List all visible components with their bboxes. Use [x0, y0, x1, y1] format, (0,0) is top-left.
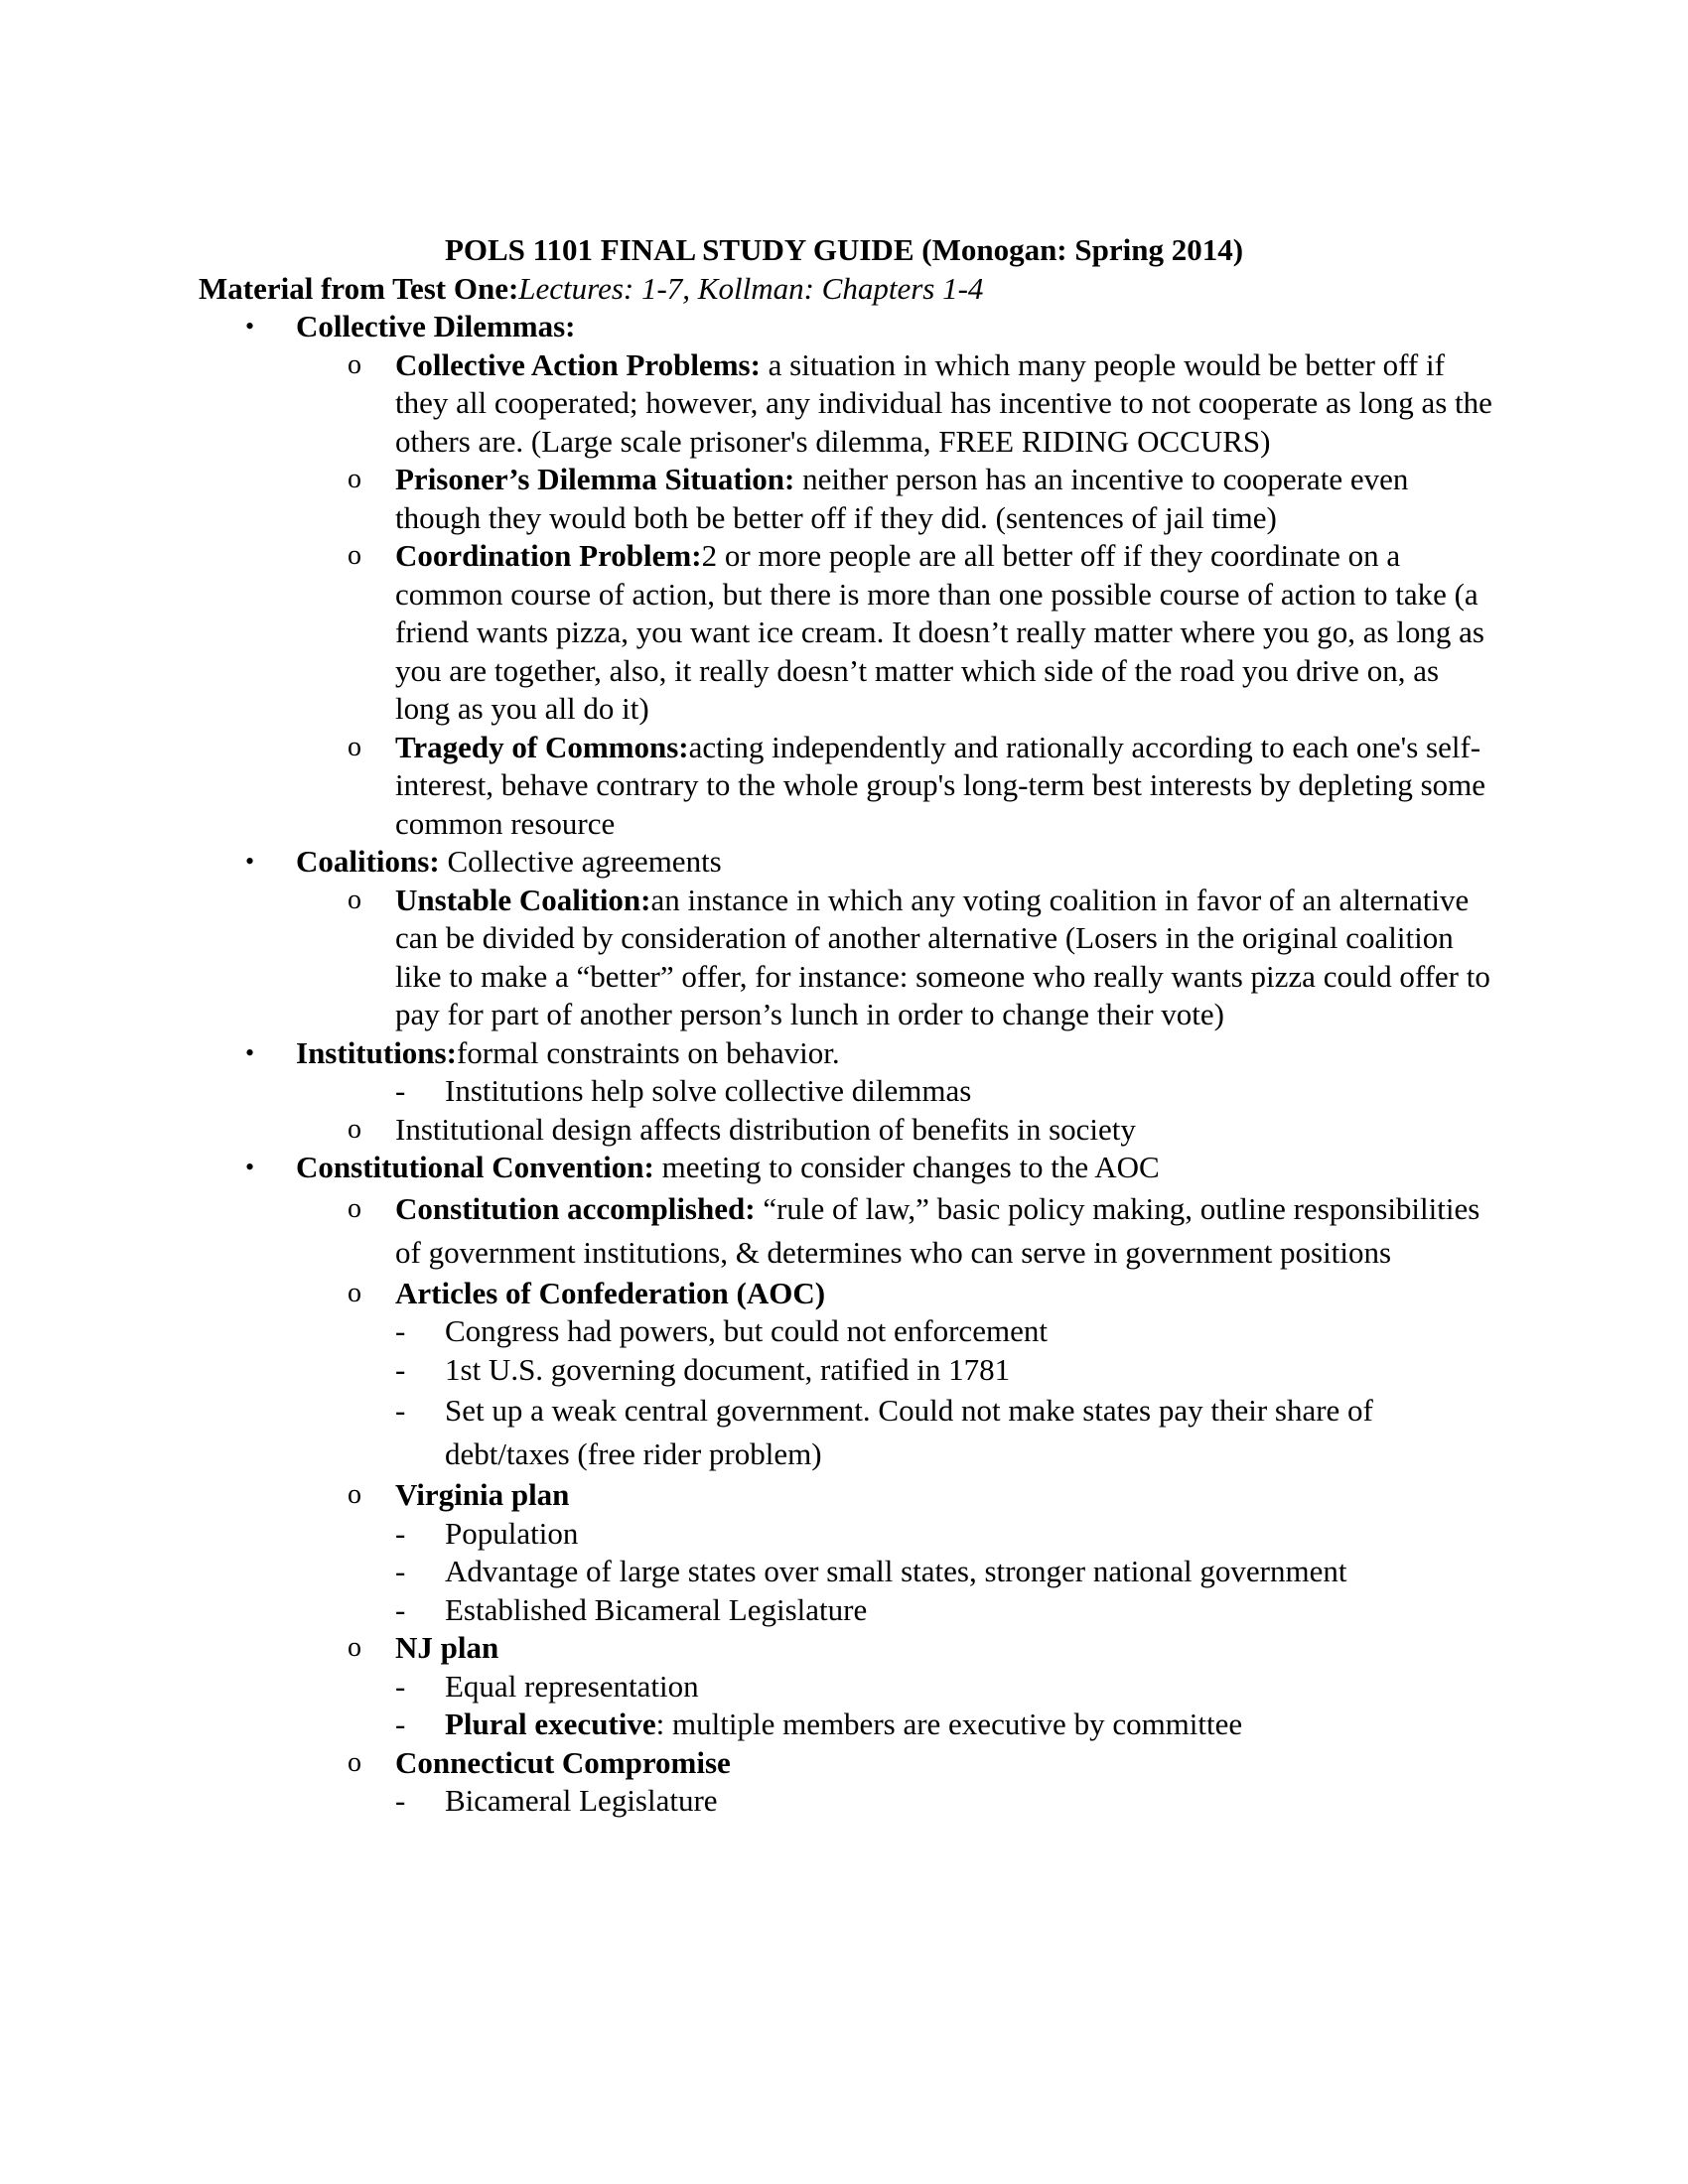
list-item — [0, 1591, 1497, 1630]
item-text: Congress had powers, but could not enforcement — [445, 1313, 1048, 1348]
outline — [0, 308, 1688, 1821]
list-item — [0, 537, 1497, 729]
item-text: “rule of law,” basic policy making, outline responsibilities of government institutions, & determines who can serve in government positions — [395, 1190, 1480, 1270]
item-term: Prisoner’s Dilemma Situation: — [395, 462, 795, 496]
item-text: a situation in which many people would be better off if they all cooperated; however, any individual has incentive to not cooperate as long as the others are. (Large scale prisoner's dilemma, FREE RIDING OCCURS) — [395, 346, 1492, 459]
item-term: Unstable Coalition: — [395, 882, 651, 917]
disc-bullet-icon: • — [245, 312, 255, 341]
item-text: : multiple members are executive by committee — [655, 1706, 1243, 1741]
circle-bullet-icon: o — [348, 348, 361, 380]
disc-bullet-icon: • — [245, 1153, 255, 1181]
list-item — [0, 1187, 1497, 1275]
list-item — [0, 1629, 1497, 1668]
item-text: meeting to consider changes to the AOC — [653, 1150, 1160, 1184]
list-item — [0, 1312, 1497, 1351]
item-term: Plural executive — [445, 1706, 656, 1741]
dash-bullet-icon: - — [395, 1668, 406, 1704]
list-item — [0, 1476, 1497, 1515]
item-text: acting independently and rationally according to each one's self-interest, behave contrary to the whole group's long-term best interests by depleting some common resource — [395, 729, 1486, 841]
item-text: Population — [445, 1515, 579, 1551]
item-text: Institutions help solve collective dilemmas — [445, 1073, 972, 1108]
item-text: Established Bicameral Legislature — [445, 1591, 868, 1627]
item-text: Set up a weak central government. Could not make states pay their share of debt/taxes (free rider problem) — [445, 1393, 1373, 1471]
item-text: Equal representation — [445, 1668, 699, 1704]
circle-bullet-icon: o — [348, 1479, 361, 1510]
list-item — [0, 461, 1497, 537]
item-term: Connecticut Compromise — [395, 1744, 731, 1780]
disc-bullet-icon: • — [245, 1037, 255, 1067]
list-item — [0, 843, 1487, 882]
list-item — [0, 1782, 1497, 1821]
list-item — [0, 1668, 1497, 1706]
item-term: Constitutional Convention: — [296, 1150, 654, 1184]
dash-bullet-icon: - — [395, 1351, 406, 1387]
dash-bullet-icon: - — [395, 1591, 406, 1627]
item-term: Virginia plan — [395, 1477, 570, 1512]
dash-bullet-icon: - — [395, 1706, 406, 1741]
item-text: 1st U.S. governing document, ratified in 1781 — [445, 1351, 1011, 1387]
item-text: Bicameral Legislature — [445, 1783, 718, 1818]
dash-bullet-icon: - — [395, 1554, 406, 1588]
dash-bullet-icon: - — [395, 1515, 406, 1551]
dash-bullet-icon: - — [395, 1393, 406, 1428]
list-item — [0, 1389, 1497, 1476]
circle-bullet-icon: o — [348, 540, 361, 571]
item-term: Tragedy of Commons: — [395, 729, 689, 764]
item-text: Collective agreements — [439, 844, 722, 879]
disc-bullet-icon: • — [245, 847, 255, 876]
list-item — [0, 308, 1487, 346]
item-term: Coordination Problem: — [395, 538, 702, 573]
list-item — [0, 346, 1497, 462]
item-text: neither person has an incentive to cooperate even though they would both be better off if they did. (sentences of jail time) — [395, 462, 1409, 535]
item-term: Institutions: — [296, 1034, 457, 1070]
item-text: an instance in which any voting coalition in favor of an alternative can be divided by consideration of another alternative (Losers in the original coalition like to make a “better” offer, for instance: someone who really wants pizza could offer to pay for part of another person’s lunch in order to change their vote) — [395, 882, 1490, 1031]
circle-bullet-icon: o — [348, 1113, 361, 1145]
item-text: 2 or more people are all better off if they coordinate on a common course of action, but there is more than one possible course of action to take (a friend wants pizza, you want ice cream. It doesn’t really matter where you go, as long as you are together, also, it really doesn’t matter which side of the road you drive on, as long as you all do it) — [395, 538, 1484, 726]
item-text: Institutional design affects distribution of benefits in society — [395, 1111, 1136, 1147]
list-item — [0, 1744, 1497, 1783]
list-item — [0, 1351, 1497, 1390]
circle-bullet-icon: o — [348, 1746, 361, 1778]
circle-bullet-icon: o — [348, 1192, 361, 1224]
material-detail: Lectures: 1-7, Kollman: Chapters 1-4 — [518, 271, 984, 306]
list-item — [0, 1034, 1487, 1073]
list-item — [0, 1515, 1497, 1554]
item-term: Articles of Confederation (AOC) — [395, 1275, 826, 1310]
item-text: formal constraints on behavior. — [456, 1034, 840, 1070]
list-item — [0, 1072, 1497, 1111]
circle-bullet-icon: o — [348, 884, 361, 915]
list-item — [0, 882, 1497, 1034]
item-term: Coalitions: — [296, 844, 440, 879]
item-text: Advantage of large states over small states, stronger national government — [445, 1554, 1347, 1588]
list-item — [0, 1706, 1497, 1744]
list-item — [0, 1111, 1497, 1150]
circle-bullet-icon: o — [348, 464, 361, 494]
item-term: Collective Dilemmas: — [296, 309, 576, 343]
list-item — [0, 1149, 1487, 1187]
item-term: NJ plan — [395, 1630, 499, 1665]
material-heading — [199, 269, 983, 309]
item-term: Constitution accomplished: — [395, 1190, 756, 1226]
dash-bullet-icon: - — [395, 1313, 406, 1348]
item-term: Collective Action Problems: — [395, 346, 761, 382]
circle-bullet-icon: o — [348, 1277, 361, 1308]
list-item — [0, 729, 1497, 844]
list-item — [0, 1553, 1497, 1591]
dash-bullet-icon: - — [395, 1783, 406, 1818]
circle-bullet-icon: o — [348, 731, 361, 762]
list-item — [0, 1275, 1497, 1313]
dash-bullet-icon: - — [395, 1073, 406, 1108]
page-title: POLS 1101 FINAL STUDY GUIDE (Monogan: Spring 2014) — [444, 232, 1244, 267]
circle-bullet-icon: o — [348, 1632, 361, 1663]
material-label: Material from Test One: — [199, 271, 519, 306]
